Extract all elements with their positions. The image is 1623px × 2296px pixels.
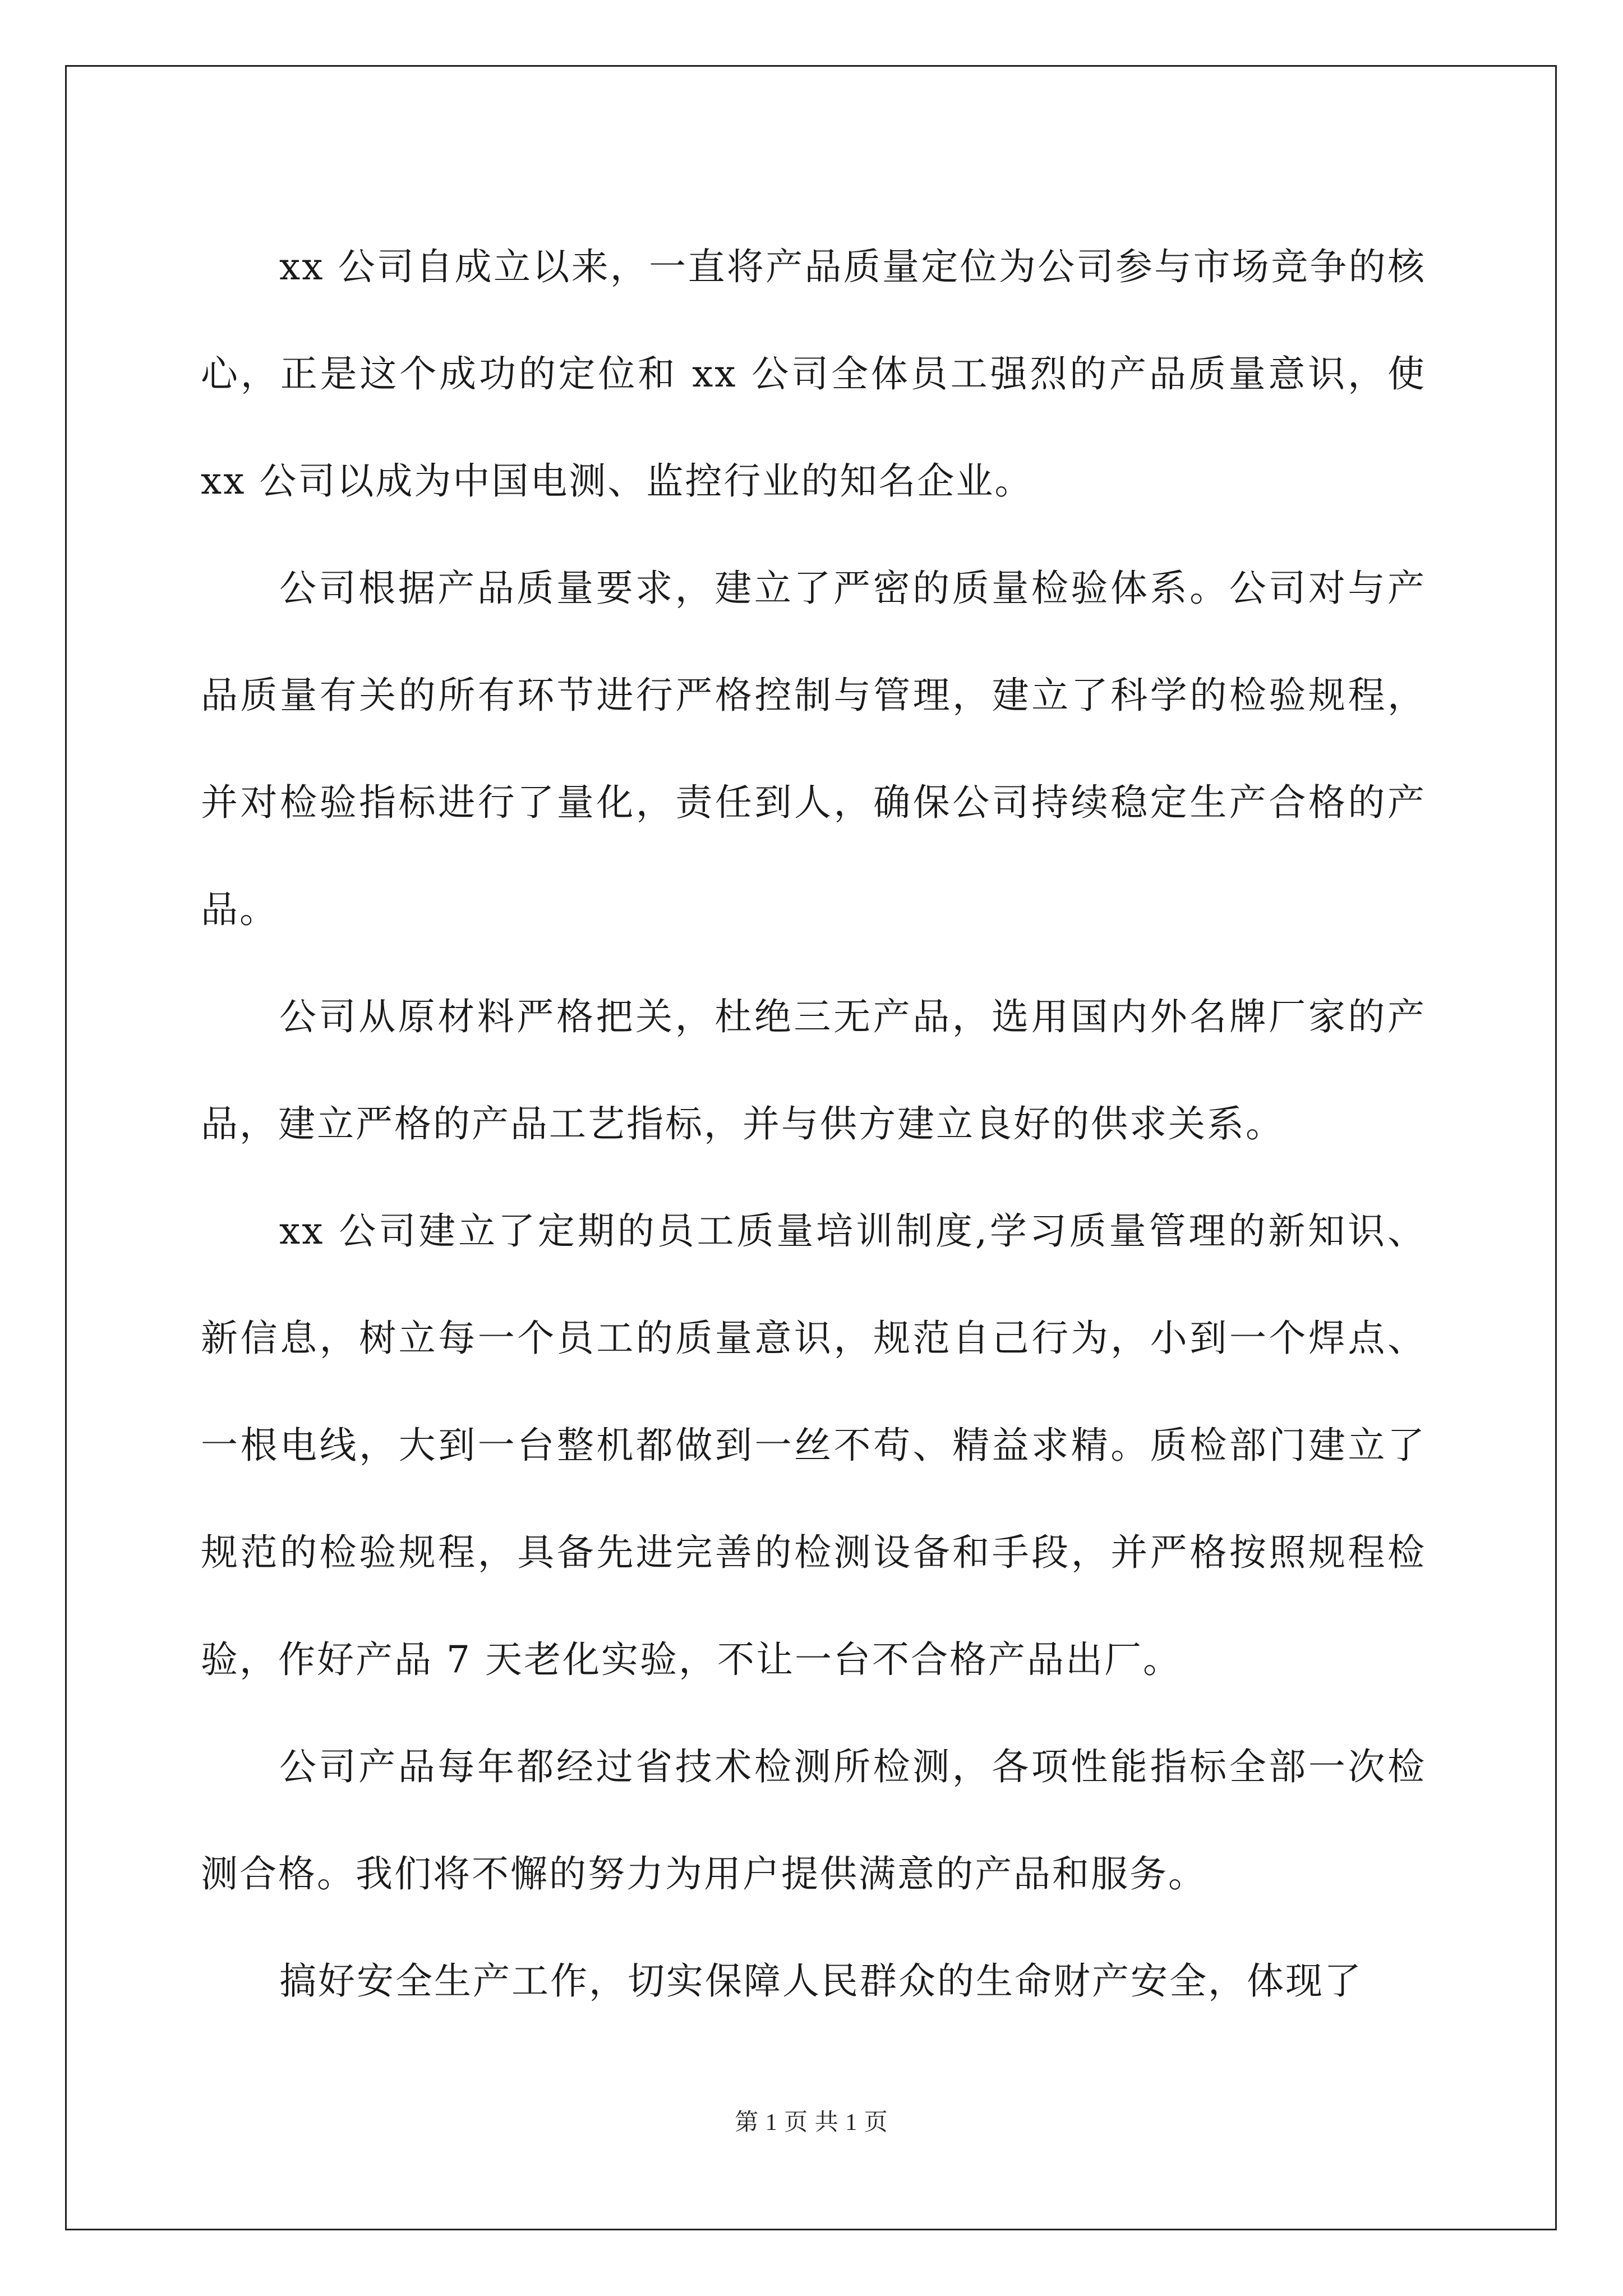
document-body — [201, 213, 1426, 2035]
paragraph-2: 公司根据产品质量要求，建立了严密的质量检验体系。公司对与产品质量有关的所有环节进行严格控制与管理，建立了科学的检验规程，并对检验指标进行了量化，责任到人，确保公司持续稳定生产合格的产品。 — [201, 567, 1426, 931]
paragraph-5: 公司产品每年都经过省技术检测所检测，各项性能指标全部一次检测合格。我们将不懈的努力为用户提供满意的产品和服务。 — [201, 1745, 1426, 1895]
paragraph-6: 搞好安全生产工作，切实保障人民群众的生命财产安全，体现了 — [279, 1959, 1363, 2003]
paragraph-4: xx 公司建立了定期的员工质量培训制度,学习质量管理的新知识、新信息，树立每一个员工的质量意识，规范自己行为，小到一个焊点、一根电线，大到一台整机都做到一丝不苟、精益求精。质检部门建立了规范的检验规程，具备先进完善的检测设备和手段，并严格按照规程检验，作好产品 7 天老化实验，不让一台不合格产品出厂。 — [201, 1209, 1426, 1681]
page-number-footer: 第 1 页 共 1 页 — [735, 2110, 888, 2136]
paragraph-3: 公司从原材料严格把关，杜绝三无产品，选用国内外名牌厂家的产品，建立严格的产品工艺指标，并与供方建立良好的供求关系。 — [201, 995, 1426, 1145]
paragraph-1: xx 公司自成立以来，一直将产品质量定位为公司参与市场竞争的核心，正是这个成功的定位和 xx 公司全体员工强烈的产品质量意识，使 xx 公司以成为中国电测、监控行业的知名企业。 — [201, 245, 1426, 503]
